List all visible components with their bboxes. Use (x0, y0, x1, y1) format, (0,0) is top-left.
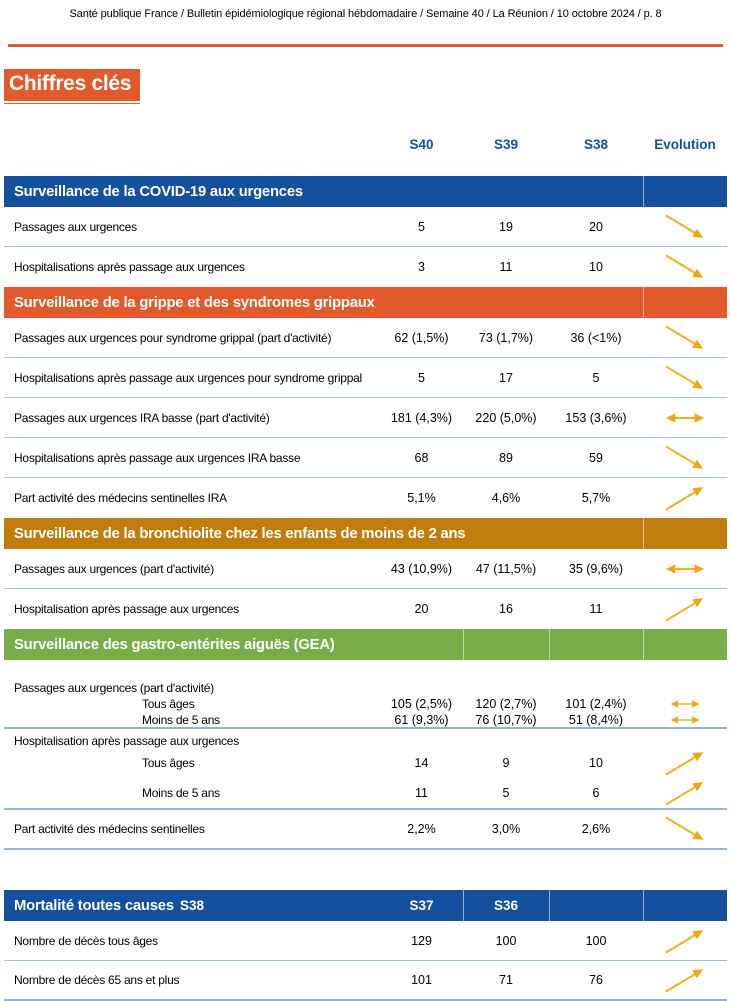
table-row (4, 921, 727, 961)
trend-cell (643, 698, 727, 710)
mortality-title: Mortalité toutes causes (14, 897, 174, 914)
cell-value: 59 (589, 450, 603, 465)
cell-value: 100 (585, 933, 607, 948)
row-label: Hospitalisation après passage aux urgences (14, 734, 239, 748)
cell-value: 101 (2,4%) (565, 696, 627, 711)
cell-value: 16 (499, 602, 513, 616)
bar-cell-separator (549, 629, 550, 660)
trend-cell (643, 778, 727, 808)
cell-value: 100 (495, 933, 517, 948)
table-row (4, 810, 727, 850)
cell-value: 51 (8,4%) (568, 712, 624, 727)
trend-cell (643, 714, 727, 726)
cell-value: 11 (589, 602, 603, 616)
table-row (4, 398, 727, 438)
column-header-s38: S38 (583, 136, 609, 152)
row-label: Hospitalisations après passage aux urgences IRA basse (14, 450, 301, 465)
divider-rule (8, 44, 723, 47)
cell-value: 153 (3,6%) (565, 410, 627, 425)
trend-cell (643, 483, 727, 513)
cell-value: 2,2% (407, 822, 436, 836)
section-title: Surveillance des gastro-entérites aiguës (GEA) (14, 636, 335, 653)
cell-value: 11 (415, 786, 428, 800)
trend-down-icon (660, 814, 710, 844)
cell-value: 73 (1,7%) (478, 330, 534, 345)
cell-value: 10 (589, 756, 603, 770)
bar-cell-separator (549, 890, 550, 921)
cell-value: 120 (2,7%) (475, 696, 537, 711)
cell-value: 68 (414, 450, 429, 465)
table-row (4, 589, 727, 629)
trend-up-icon (660, 965, 710, 995)
cell-value: 10 (589, 260, 603, 274)
table-row (4, 961, 727, 1001)
cell-value: 3,0% (491, 822, 521, 836)
cell-value: 19 (499, 219, 513, 234)
trend-cell (643, 363, 727, 393)
cell-value: 220 (5,0%) (475, 410, 537, 425)
bar-cell-separator (643, 629, 644, 660)
cell-value: 35 (9,6%) (568, 561, 624, 576)
row-label: Nombre de décès tous âges (14, 933, 158, 948)
trend-cell (643, 748, 727, 778)
cell-value: 4,6% (491, 491, 521, 505)
cell-value: 17 (499, 370, 513, 385)
mortality-table (4, 890, 727, 1001)
column-header-evolution: Evolution (654, 136, 716, 152)
bar-cell-separator (643, 287, 644, 318)
cell-value: 61 (9,3%) (394, 712, 449, 727)
cell-value: 5 (592, 370, 600, 385)
cell-value: 5,7% (581, 491, 611, 505)
table-row (4, 438, 727, 478)
cell-value: 14 (414, 756, 429, 770)
trend-down-icon (660, 363, 710, 393)
cell-value: 181 (4,3%) (390, 410, 453, 425)
cell-value: 3 (418, 260, 425, 274)
trend-stable-icon (663, 410, 707, 426)
trend-stable-icon (667, 698, 703, 710)
trend-cell (643, 410, 727, 426)
table-row (4, 247, 727, 287)
spacer (4, 154, 727, 176)
trend-cell (643, 443, 727, 473)
cell-value: 5 (418, 219, 425, 234)
cell-value: 9 (502, 756, 510, 770)
bar-cell-separator (463, 890, 464, 921)
trend-cell (643, 926, 727, 956)
cell-value: 36 (<1%) (570, 330, 622, 345)
row-label: Moins de 5 ans (142, 786, 220, 800)
mortality-column-s38: S38 (179, 898, 205, 913)
section-title: Surveillance de la COVID-19 aux urgences (14, 183, 303, 200)
section-title: Surveillance de la grippe et des syndromes grippaux (14, 294, 375, 311)
table-row (4, 676, 727, 695)
row-label: Part activité des médecins sentinelles (14, 822, 205, 836)
trend-up-icon (660, 594, 710, 624)
trend-cell (643, 252, 727, 282)
section-header-bar (4, 518, 727, 549)
trend-stable-icon (663, 561, 707, 577)
table-row (4, 778, 727, 810)
row-label: Tous âges (142, 696, 195, 711)
table-row (4, 695, 727, 712)
cell-value: 105 (2,5%) (390, 696, 453, 711)
section-header-bar (4, 629, 727, 660)
cell-value: 20 (589, 219, 603, 234)
row-label: Hospitalisations après passage aux urgences pour syndrome grippal (14, 370, 362, 385)
cell-value: 2,6% (581, 822, 611, 836)
bar-cell-separator (643, 176, 644, 207)
trend-cell (643, 814, 727, 844)
cell-value: 5 (418, 370, 425, 385)
cell-value: 20 (414, 602, 429, 616)
bar-cell-separator (643, 890, 644, 921)
table-row (4, 478, 727, 518)
trend-down-icon (660, 323, 710, 353)
cell-value: 6 (592, 786, 600, 800)
page-title-underline (4, 69, 140, 104)
row-label: Hospitalisation après passage aux urgences (14, 602, 239, 616)
cell-value: 76 (589, 973, 603, 987)
page-title: Chiffres clés (4, 69, 140, 101)
trend-up-icon (660, 926, 710, 956)
mortality-column-s36: S36 (493, 898, 519, 913)
cell-value: 47 (11,5%) (475, 561, 537, 576)
bar-cell-separator (463, 629, 464, 660)
row-label: Passages aux urgences IRA basse (part d'activité) (14, 410, 270, 425)
bar-cell-separator (643, 518, 644, 549)
cell-value: 5,1% (407, 491, 436, 505)
trend-cell (643, 323, 727, 353)
cell-value: 43 (10,9%) (390, 561, 453, 576)
cell-value: 62 (1,5%) (394, 330, 449, 345)
table-row (4, 549, 727, 589)
trend-cell (643, 212, 727, 242)
cell-value: 129 (411, 933, 432, 948)
trend-down-icon (660, 252, 710, 282)
trend-down-icon (660, 443, 710, 473)
row-label: Hospitalisations après passage aux urgences (14, 260, 245, 274)
cell-value: 5 (502, 786, 510, 800)
trend-cell (643, 561, 727, 577)
mortality-header-bar (4, 890, 727, 921)
column-header-s39: S39 (493, 136, 519, 152)
row-label: Nombre de décès 65 ans et plus (14, 973, 180, 987)
row-label: Moins de 5 ans (142, 712, 220, 727)
key-figures-table (4, 134, 727, 850)
spacer (4, 660, 727, 676)
column-header-s40: S40 (409, 136, 434, 152)
table-row (4, 729, 727, 748)
trend-down-icon (660, 212, 710, 242)
trend-stable-icon (667, 714, 703, 726)
cell-value: 71 (499, 973, 513, 987)
table-row (4, 358, 727, 398)
page-header: Santé publique France / Bulletin épidémiologique régional hébdomadaire / Semaine 40 / La Réunion / 10 octobre 2024 / p. 8 (69, 8, 662, 20)
trend-up-icon (660, 483, 710, 513)
table-row (4, 712, 727, 729)
table-row (4, 207, 727, 247)
cell-value: 101 (411, 973, 432, 987)
cell-value: 76 (10,7%) (475, 712, 537, 727)
trend-cell (643, 594, 727, 624)
cell-value: 11 (499, 260, 513, 274)
row-label: Part activité des médecins sentinelles IRA (14, 491, 227, 505)
row-label: Passages aux urgences (part d'activité) (14, 681, 214, 695)
row-label: Passages aux urgences (part d'activité) (14, 561, 214, 576)
cell-value: 89 (499, 450, 513, 465)
section-header-bar (4, 287, 727, 318)
table-row (4, 318, 727, 358)
section-header-bar (4, 176, 727, 207)
column-header-row (4, 134, 727, 154)
row-label: Tous âges (142, 756, 195, 770)
row-label: Passages aux urgences pour syndrome grippal (part d'activité) (14, 330, 332, 345)
trend-cell (643, 965, 727, 995)
trend-up-icon (660, 778, 710, 808)
table-row (4, 748, 727, 778)
section-title: Surveillance de la bronchiolite chez les enfants de moins de 2 ans (14, 525, 466, 542)
trend-up-icon (660, 748, 710, 778)
row-label: Passages aux urgences (14, 219, 137, 234)
mortality-column-s37: S37 (409, 898, 434, 913)
